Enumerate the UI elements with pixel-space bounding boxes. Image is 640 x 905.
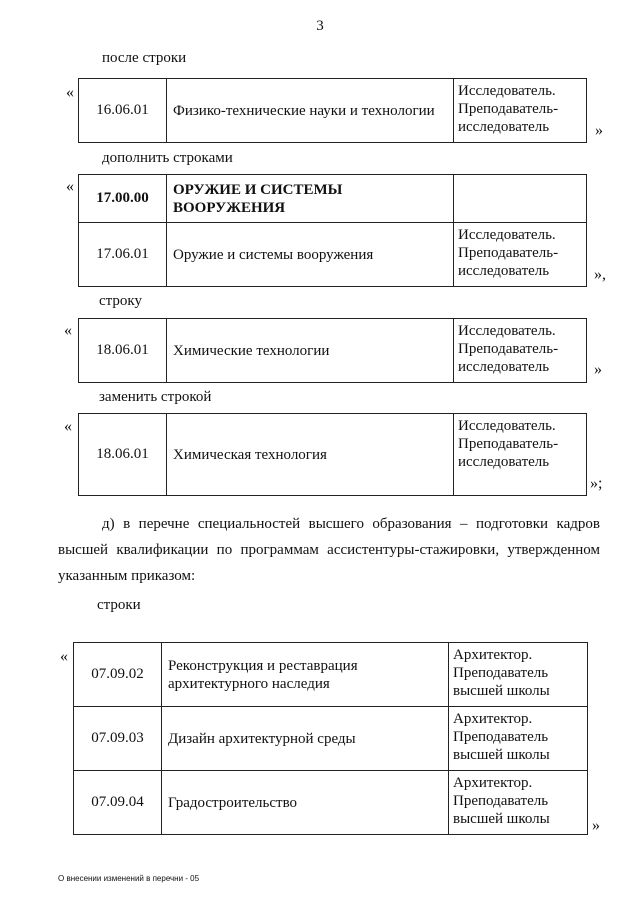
table-row <box>79 175 587 223</box>
table-row <box>79 414 587 496</box>
code-cell: 18.06.01 <box>79 319 167 383</box>
code-cell: 07.09.02 <box>74 643 162 707</box>
qualification-cell <box>449 643 588 707</box>
name-line: архитектурного наследия <box>168 675 330 692</box>
label-rows: строки <box>97 597 141 613</box>
page-number: 3 <box>316 18 324 34</box>
name-cell: Градостроительство <box>162 771 449 835</box>
name-cell <box>162 643 449 707</box>
code-cell: 17.06.01 <box>79 223 167 287</box>
qual-line: Преподаватель- <box>458 341 559 357</box>
close-quote: » <box>595 122 603 139</box>
footer-note: О внесении изменений в перечни - 05 <box>58 874 200 883</box>
table-row <box>74 643 588 707</box>
close-quote: » <box>594 361 602 378</box>
label-row: строку <box>99 293 142 309</box>
name-cell: Химическая технология <box>167 414 454 496</box>
qualification-cell <box>449 771 588 835</box>
qual-line: Исследователь. <box>458 323 556 339</box>
table-replacement-row <box>78 413 587 496</box>
qual-line: Архитектор. <box>453 775 533 791</box>
name-cell: Химические технологии <box>167 319 454 383</box>
open-quote: « <box>64 418 72 435</box>
code-cell: 18.06.01 <box>79 414 167 496</box>
qualification-cell <box>449 707 588 771</box>
qual-line: Преподаватель- <box>458 436 559 452</box>
qual-line: Преподаватель- <box>458 101 559 117</box>
qual-line: исследователь <box>458 119 550 135</box>
close-quote: », <box>594 266 606 283</box>
qualification-cell <box>454 79 587 143</box>
table-row <box>79 79 587 143</box>
qual-line: исследователь <box>458 359 550 375</box>
open-quote: « <box>66 84 74 101</box>
qual-line: исследователь <box>458 454 550 470</box>
qual-line: Преподаватель <box>453 665 549 681</box>
table-row-to-replace <box>78 318 587 383</box>
qual-line: Исследователь. <box>458 83 556 99</box>
name-cell: Оружие и системы вооружения <box>167 223 454 287</box>
code-cell: 07.09.03 <box>74 707 162 771</box>
qual-line: Архитектор. <box>453 647 533 663</box>
name-cell <box>167 175 454 223</box>
qualification-cell <box>454 223 587 287</box>
qual-line: высшей школы <box>453 683 550 699</box>
table-row <box>79 319 587 383</box>
paragraph-line-3: указанным приказом: <box>58 568 196 584</box>
qualification-cell <box>454 175 587 223</box>
name-line: ВООРУЖЕНИЯ <box>173 199 286 216</box>
table-assistantship-rows <box>73 642 588 835</box>
label-after-row: после строки <box>102 50 187 66</box>
qual-line: Исследователь. <box>458 418 556 434</box>
code-cell: 17.00.00 <box>79 175 167 223</box>
open-quote: « <box>60 648 68 665</box>
qual-line: высшей школы <box>453 747 550 763</box>
qual-line: Преподаватель- <box>458 245 559 261</box>
qual-line: исследователь <box>458 263 550 279</box>
name-cell: Дизайн архитектурной среды <box>162 707 449 771</box>
table-row <box>74 707 588 771</box>
qual-line: Архитектор. <box>453 711 533 727</box>
open-quote: « <box>66 178 74 195</box>
paragraph-line-1: д) в перечне специальностей высшего образования – подготовки кадров <box>102 516 600 532</box>
name-line: Реконструкция и реставрация <box>168 657 358 674</box>
table-row <box>74 771 588 835</box>
code-cell: 07.09.04 <box>74 771 162 835</box>
table-add-rows <box>78 174 587 287</box>
qual-line: Преподаватель <box>453 793 549 809</box>
label-replace-with: заменить строкой <box>99 389 212 405</box>
code-cell: 16.06.01 <box>79 79 167 143</box>
qual-line: Исследователь. <box>458 227 556 243</box>
qual-line: высшей школы <box>453 811 550 827</box>
label-add-rows: дополнить строками <box>102 150 233 166</box>
close-quote: » <box>592 817 600 834</box>
name-cell: Физико-технические науки и технологии <box>167 79 454 143</box>
qualification-cell <box>454 319 587 383</box>
paragraph-line-2: высшей квалификации по программам ассистентуры-стажировки, утвержденном <box>58 542 600 558</box>
table-row <box>79 223 587 287</box>
open-quote: « <box>64 322 72 339</box>
close-quote: »; <box>590 475 603 492</box>
qualification-cell <box>454 414 587 496</box>
table-after-row <box>78 78 587 143</box>
name-line: ОРУЖИЕ И СИСТЕМЫ <box>173 181 343 198</box>
qual-line: Преподаватель <box>453 729 549 745</box>
